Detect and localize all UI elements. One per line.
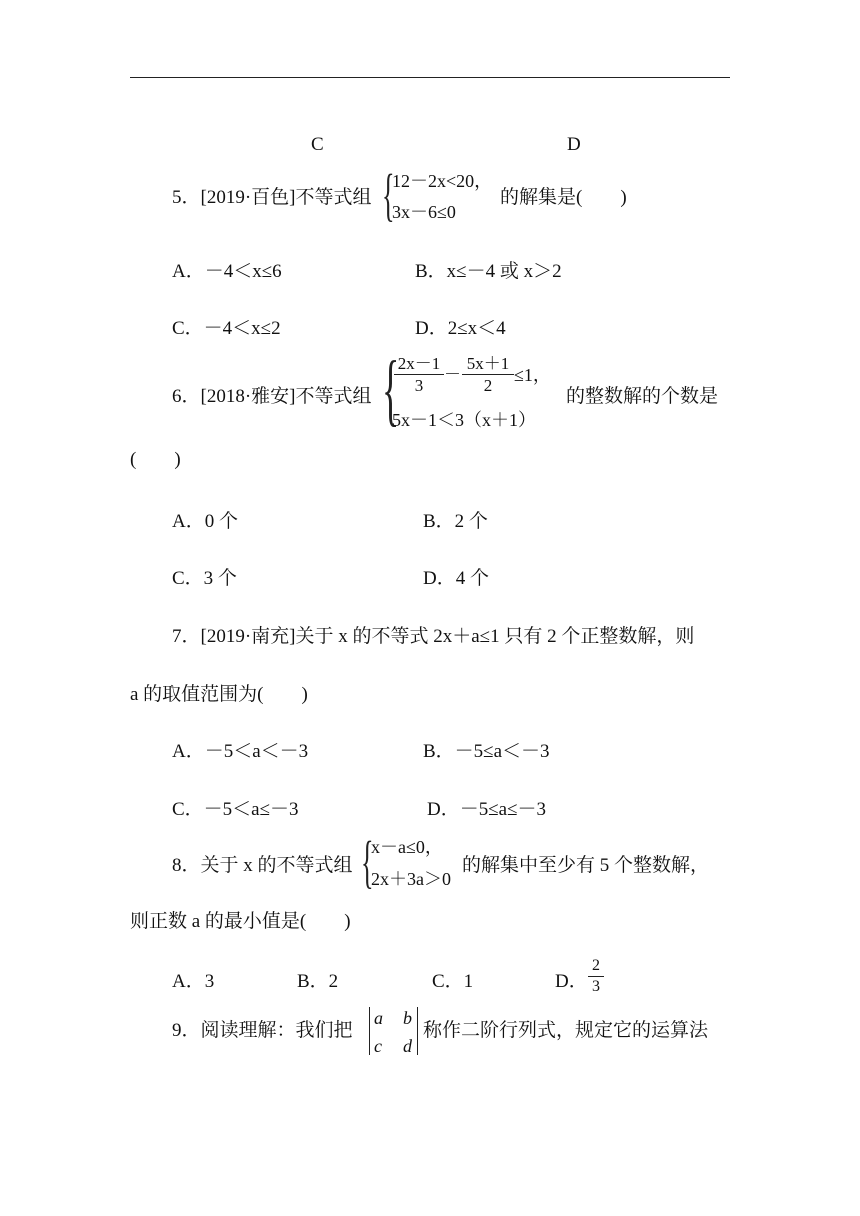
q8-line1: x－a≤0，: [371, 837, 443, 857]
q8-line2-text: 则正数 a 的最小值是( ): [130, 911, 351, 932]
determinant-right-bar: [417, 1007, 418, 1055]
q6-option-b: B．2 个: [423, 511, 488, 532]
q8-suffix: 的解集中至少有 5 个整数解，: [462, 855, 710, 876]
q8-brace: {: [361, 829, 374, 894]
q5-brace: {: [382, 162, 395, 227]
q6-brace: {: [382, 346, 400, 434]
q5-option-d: D．2≤x＜4: [415, 318, 506, 339]
q9-matrix-d: d: [403, 1036, 412, 1056]
q8-line2: 2x＋3a＞0: [371, 869, 451, 889]
q6-answer-parens: ( ): [130, 449, 181, 470]
q7-option-a: A．－5＜a＜－3: [172, 741, 309, 762]
q6-option-c: C．3 个: [172, 568, 237, 589]
q6-option-a: A．0 个: [172, 511, 238, 532]
q8-option-d-numerator: 2: [592, 957, 600, 974]
q8-option-b: B．2: [297, 971, 339, 992]
q6-fraction-2: [462, 355, 514, 394]
q8-option-d-denominator: 3: [592, 978, 600, 995]
q8-option-d-fraction: [588, 958, 604, 995]
q5-option-a: A．－4＜x≤6: [172, 261, 282, 282]
q5-line1: 12－2x<20，: [392, 171, 493, 191]
q6-frac2-numerator: 5x＋1: [466, 354, 510, 373]
q6-minus: －: [444, 365, 461, 384]
q6-rel1: ≤1，: [514, 365, 551, 385]
q6-fraction-1: [394, 355, 444, 394]
q8-option-d-label: D．: [555, 971, 588, 992]
q9-matrix-b: b: [403, 1008, 412, 1028]
q9-suffix: 称作二阶行列式，规定它的运算法: [423, 1020, 709, 1041]
q7-option-d: D．－5≤a≤－3: [427, 799, 547, 820]
determinant-left-bar: [369, 1007, 370, 1055]
q8-prefix: 8．关于 x 的不等式组: [172, 855, 353, 876]
q6-suffix: 的整数解的个数是: [566, 386, 719, 407]
q5-line2: 3x－6≤0: [392, 202, 456, 222]
q5-prefix: 5．[2019·百色]不等式组: [172, 187, 372, 208]
q9-prefix: 9．阅读理解：我们把: [172, 1020, 353, 1041]
q5-suffix: 的解集是( ): [500, 187, 627, 208]
option-label-c: C: [311, 134, 324, 155]
option-label-d: D: [567, 134, 581, 155]
q5-option-b: B．x≤－4 或 x＞2: [415, 261, 562, 282]
q6-frac1-denominator: 3: [414, 376, 424, 395]
q6-option-d: D．4 个: [423, 568, 489, 589]
q7-line2: a 的取值范围为( ): [130, 684, 308, 705]
q6-prefix: 6．[2018·雅安]不等式组: [172, 386, 372, 407]
q6-frac2-denominator: 2: [483, 376, 493, 395]
q5-option-c: C．－4＜x≤2: [172, 318, 281, 339]
q8-option-a: A．3: [172, 971, 215, 992]
q7-line1: 7．[2019·南充]关于 x 的不等式 2x＋a≤1 只有 2 个正整数解，则: [172, 626, 695, 647]
q7-option-c: C．－5＜a≤－3: [172, 799, 299, 820]
q7-option-b: B．－5≤a＜－3: [423, 741, 550, 762]
q9-matrix-a: a: [374, 1008, 383, 1028]
q6-line2: 5x－1＜3（x＋1）: [392, 410, 536, 430]
q9-matrix-c: c: [374, 1036, 382, 1056]
q6-frac1-numerator: 2x－1: [397, 354, 441, 373]
q8-option-c: C．1: [432, 971, 474, 992]
header-rule: [130, 77, 730, 78]
